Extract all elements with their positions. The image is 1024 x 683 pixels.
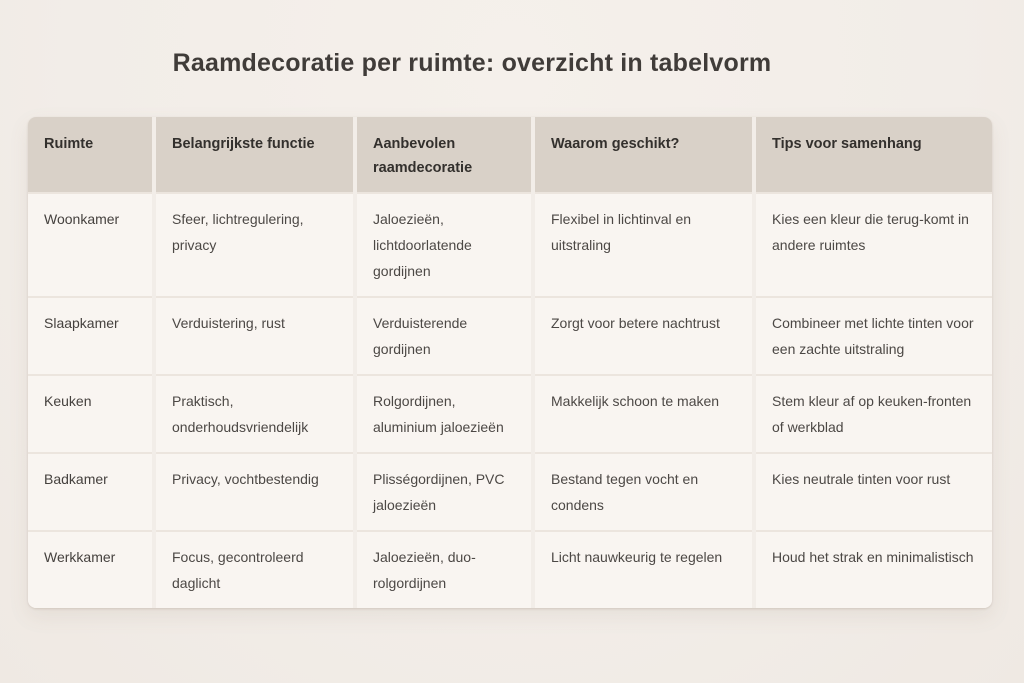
column-header-waarom-geschikt: Waarom geschikt? xyxy=(535,117,752,192)
row-label-badkamer: Badkamer xyxy=(28,452,152,530)
row-label-keuken: Keuken xyxy=(28,374,152,452)
page-title: Raamdecoratie per ruimte: overzicht in tabelvorm xyxy=(172,49,772,77)
row-label-slaapkamer: Slaapkamer xyxy=(28,296,152,374)
raamdecoratie-table xyxy=(28,117,992,608)
table-cell: Jaloezieën, lichtdoorlatende gordijnen xyxy=(357,192,531,296)
table-cell: Rolgordijnen, aluminium jaloezieën xyxy=(357,374,531,452)
table-cell: Combineer met lichte tinten voor een zachte uitstraling xyxy=(756,296,992,374)
table-cell: Plisségordijnen, PVC jaloezieën xyxy=(357,452,531,530)
table-cell: Focus, gecontroleerd daglicht xyxy=(156,530,353,608)
table-cell: Verduisterende gordijnen xyxy=(357,296,531,374)
table-cell: Kies een kleur die terug-komt in andere ruimtes xyxy=(756,192,992,296)
row-label-woonkamer: Woonkamer xyxy=(28,192,152,296)
table-cell: Praktisch, onderhoudsvriendelijk xyxy=(156,374,353,452)
table-cell: Flexibel in lichtinval en uitstraling xyxy=(535,192,752,296)
table-cell: Stem kleur af op keuken-fronten of werkblad xyxy=(756,374,992,452)
row-label-werkkamer: Werkkamer xyxy=(28,530,152,608)
table-cell: Houd het strak en minimalistisch xyxy=(756,530,992,608)
title-area xyxy=(0,0,944,80)
column-header-ruimte: Ruimte xyxy=(28,117,152,192)
table-cell: Kies neutrale tinten voor rust xyxy=(756,452,992,530)
table-cell: Licht nauwkeurig te regelen xyxy=(535,530,752,608)
table-cell: Bestand tegen vocht en condens xyxy=(535,452,752,530)
table-cell: Zorgt voor betere nachtrust xyxy=(535,296,752,374)
column-header-tips-voor-samenhang: Tips voor samenhang xyxy=(756,117,992,192)
column-header-aanbevolen-raamdecoratie: Aanbevolen raamdecoratie xyxy=(357,117,531,192)
column-header-belangrijkste-functie: Belangrijkste functie xyxy=(156,117,353,192)
table-cell: Jaloezieën, duo-rolgordijnen xyxy=(357,530,531,608)
table-cell: Sfeer, lichtregulering, privacy xyxy=(156,192,353,296)
table-cell: Makkelijk schoon te maken xyxy=(535,374,752,452)
table-cell: Verduistering, rust xyxy=(156,296,353,374)
table-cell: Privacy, vochtbestendig xyxy=(156,452,353,530)
